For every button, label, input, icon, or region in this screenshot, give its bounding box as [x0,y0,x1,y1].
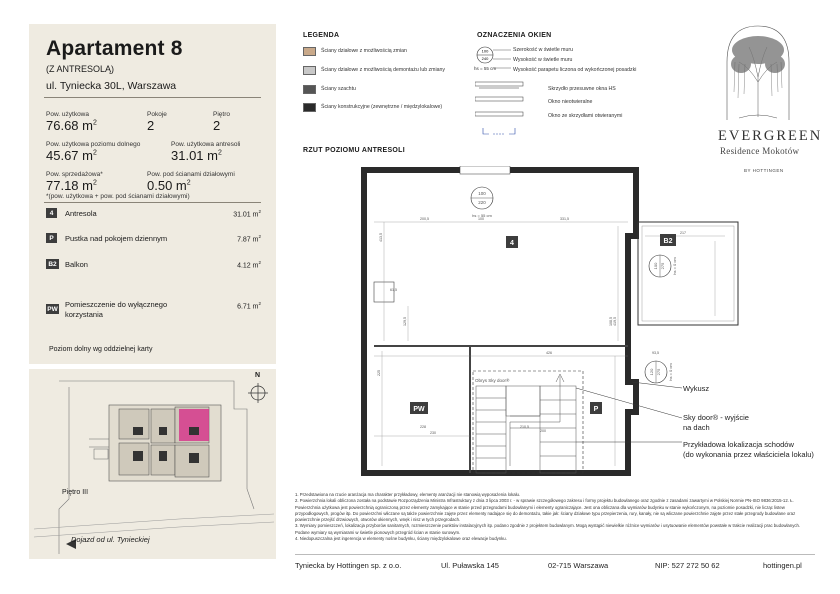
plan-title: RZUT POZIOMU ANTRESOLI [303,147,406,154]
footer-city: 02-715 Warszawa [548,561,609,570]
legend-text: Ściany działowe z możliwością zmian [321,48,407,54]
room-area: 7.87 $m^2$ [237,234,261,244]
svg-text:120: 120 [649,368,654,376]
legend-title: LEGENDA [303,32,340,39]
site-map [29,369,276,559]
access-label: Dojazd od ul. Tynieckiej [71,535,150,544]
dim-label: 228 [420,425,426,429]
footer-company: Tyniecka by Hottingen sp. z o.o. [295,561,402,570]
logo-sub-text: Residence Mokotów [720,146,800,156]
dim-label: 200 [540,429,546,433]
evergreen-tree-logo [719,22,797,122]
apartment-title: Apartament 8 [46,37,183,60]
apartment-info-panel [29,24,276,364]
svg-text:100: 100 [478,191,486,196]
width-code: 100 [481,48,489,54]
room-badge: PW [47,305,58,313]
footer-web[interactable]: hottingen.pl [763,561,802,570]
footer-divider [295,554,815,555]
skydoor-outline-label: Obrys Sky door® [475,378,510,383]
fixed-window-text: Okno nieotwieralne [548,99,593,105]
room-badge-p: P [593,406,599,413]
window-marker-bay [645,361,673,383]
svg-text:275: 275 [660,262,665,270]
partition-area-label: Pow. pod ścianami działowymi [147,171,235,178]
dim-label: 61,5 [390,288,397,292]
apartment-address: ul. Tyniecka 30L, Warszawa [46,80,177,92]
lower-level-label: Pow. użytkowa poziomu dolnego [46,141,141,148]
note-item: 4. Niedopuszczalna jest ingerencja w elementy nośne budynku, ściany międzylokalowe oraz elewacje budynku. [295,536,507,542]
logo-main-text: EVERGREEN [718,128,823,144]
stairs-note-1: Przykładowa lokalizacja schodów [683,440,794,449]
legend-text: Ściany konstrukcyjne (zewnętrzne / międzylokalowe) [321,104,443,110]
sill-code: hs = 55 cm [474,66,497,71]
rooms-value: 2 [147,118,155,133]
dim-label: 200,5 [420,217,429,221]
room-name: Pustka nad pokojem dziennym [65,234,168,243]
legend-swatch [303,66,316,75]
svg-text:220: 220 [478,200,486,205]
svg-text:hs = 55 cm: hs = 55 cm [472,213,492,218]
disclaimer-notes [295,492,812,542]
room-badge: B2 [46,259,59,269]
note-item: 3. Wymiary pomieszczeń, lokalizacja przyborów sanitarnych, rozmieszczenie punktów instalacyjnych itp. podano zgodnie z projektem budowlanym. Mogą wystąpić niewielkie różnice wymiarów i usytuowanie elementów powstałe w trakcie realizacji prac budowlanych. Podane wymiary są wymiarami w świetle pionowych przegród ścian w stanie surowym. [295,523,801,535]
windows-legend-title: OZNACZENIA OKIEN [477,32,552,39]
apartment-highlight [179,409,209,441]
svg-text:275: 275 [656,368,661,376]
room-badge-4: 4 [510,240,514,247]
legend-swatch [303,103,316,112]
area-usable-value: 76.68 $m^2$ [46,118,97,133]
mezzanine-value: 31.01 $m^2$ [171,148,222,163]
sale-area-value: 77.18 $m^2$ [46,178,97,193]
dim-label: 426 [546,351,552,355]
dim-label: 100 [478,217,484,221]
legend-text: Ściany działowe z możliwością demontażu lub zmiany [321,67,445,73]
legend-swatch [303,85,316,94]
room-name: Balkon [65,260,88,269]
floor-label: Piętro [213,111,230,118]
sale-area-label: Pow. sprzedażowa* [46,171,103,178]
floor-plan-drawing [360,166,740,482]
divider [44,97,261,98]
footer-street: Ul. Puławska 145 [441,561,499,570]
width-text: Szerokość w świetle muru [513,47,573,53]
note-item: 2. Powierzchnia lokali obliczona została na podstawie Rozporządzenia Ministra Infrastruktury z dnia 3 lipca 2003 r. - w sprawie szczegółowego zakresu i formy projektu budowlanego oraz zgodnie z zasadami zawartymi w Polskiej Normie PN-ISO 9836:2015-12. Ł. Powierzchnia użytkowa jest powierzchnią ograniczoną przez elementy zamykające w stanie przed przegrodami budowlanymi i elementy ograniczające. Jest ona obliczana dla wymiarów budynku w stanie wykończonym, na poziomie posadzki, nie licząc listew przypodłogowych, progów itp. Do powierzchni wliczane są także powierzchnie zajęte przez elementy nadające się do demontażu, takie jak: ściany działowe typu przepierzenia, rury, kanały, nie są wliczane powierzchnie zajęte przez stałe przegrody budowlane oraz powierzchnie przejść drzwiowych, otworów okiennych, wnęk i nisz w tych przegrodach. [295,498,796,523]
room-badge: P [46,233,57,243]
height-text: Wysokość w świetle muru [513,57,573,63]
height-code: 240 [481,56,489,61]
north-label: N [255,372,261,379]
room-badge-pw: PW [413,406,425,413]
dim-label: 129,5 [403,317,407,326]
room-name: Antresola [65,209,97,218]
room-name: Pomieszczenie do wyłącznego korzystania [65,300,168,319]
legend-swatch [303,47,316,56]
sill-text: Wysokość parapetu liczona od wykończonej posadzki [513,67,637,73]
room-badge-b2: B2 [663,238,673,245]
svg-text:100: 100 [653,262,658,270]
dim-label: 413,5 [379,233,383,242]
rooms-label: Pokoje [147,111,167,118]
lower-level-value: 45.67 $m^2$ [46,148,97,163]
room-badge: 4 [46,208,57,218]
dim-label: 225 [377,370,381,376]
north-arrow-icon [248,383,268,403]
legend-text: Ściany szachtu [321,86,356,92]
dim-label: 108,5 [609,317,613,326]
note-item: 1. Przedstawiona na rzucie aranżacja ma charakter przykładowy, elementy aranżacji nie stanowią wyposażenia lokalu. [295,492,521,497]
skydoor-note-1: Sky door® - wyjście [683,413,749,422]
wykusz-label: Wykusz [683,384,710,393]
site-plan-drawing [29,369,276,559]
mezzanine-label: Pow. użytkowa antresoli [171,141,241,148]
skydoor-note-2: na dach [683,423,710,432]
divider [44,202,261,203]
room-area: 31.01 $m^2$ [233,209,261,219]
logo-by-text: BY HOTTINGEN [744,168,784,173]
floor-map-label: Piętro III [62,489,89,496]
dim-label: 93,5 [652,351,659,355]
apartment-subtitle: (Z ANTRESOLĄ) [46,64,115,74]
stairs-note-2: (do wykonania przez właściciela lokalu) [683,450,814,459]
dim-label: 331,5 [560,217,569,221]
room-area: 6.71 $m^2$ [237,301,261,311]
floor-value: 2 [213,118,221,133]
dim-label: 210,5 [520,425,529,429]
window-marker-right [649,255,677,277]
window-marker-top [471,187,493,218]
dim-label: 217 [680,231,686,235]
area-usable-label: Pow. użytkowa [46,111,89,118]
footer-nip: NIP: 527 272 50 62 [655,561,720,570]
dim-label: 230 [430,431,436,435]
partition-area-value: 0.50 $m^2$ [147,178,191,193]
dim-label: 419,5 [613,317,617,326]
lower-level-note: Poziom dolny wg oddzielnej karty [49,346,153,353]
room-area: 4.12 $m^2$ [237,260,261,270]
svg-text:hs = 0 cm: hs = 0 cm [668,363,673,381]
svg-text:hs = 0 cm: hs = 0 cm [672,257,677,275]
hs-text: Skrzydło przesuwne okna HS [548,86,616,92]
opening-window-text: Okno ze skrzydłami otwieranymi [548,113,623,119]
sale-area-note: *(pow. użytkowa + pow. pod ścianami działowymi) [46,193,190,200]
